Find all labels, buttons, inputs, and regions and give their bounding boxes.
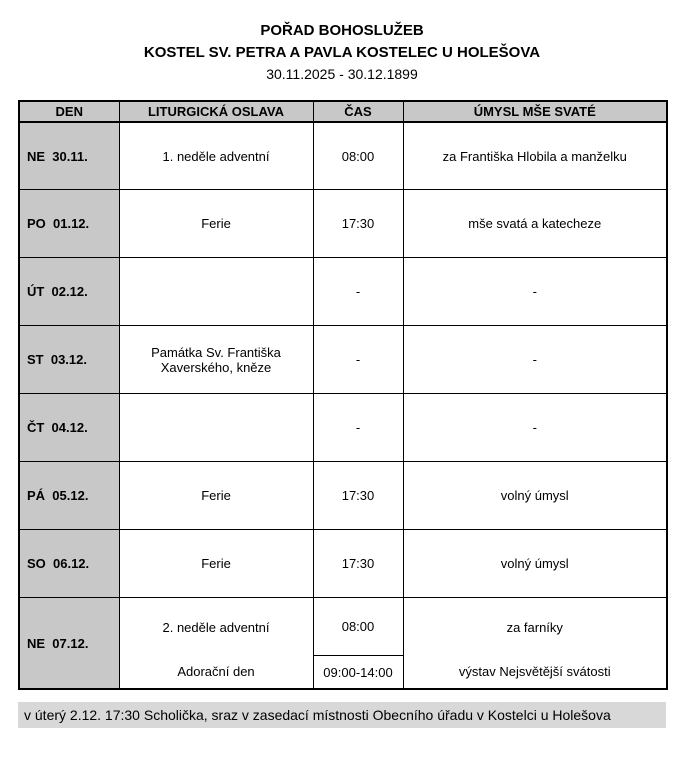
- liturgy-cell: [119, 394, 313, 462]
- liturgy-cell: Památka Sv. Františka Xaverského, kněze: [119, 326, 313, 394]
- column-header-cas: ČAS: [313, 101, 403, 122]
- date-range: 30.11.2025 - 30.12.1899: [266, 65, 418, 82]
- header-row: [19, 101, 667, 122]
- time-cell: 08:00: [313, 122, 403, 190]
- time-cell: 17:30: [313, 462, 403, 530]
- day-cell: PO 01.12.: [19, 190, 119, 258]
- table-row: [19, 122, 667, 190]
- liturgy-cell: Ferie: [119, 530, 313, 598]
- table-row: [19, 530, 667, 598]
- liturgy-cell: 1. neděle adventní: [119, 122, 313, 190]
- day-cell: NE 30.11.: [19, 122, 119, 190]
- intention-cell: -: [403, 394, 667, 462]
- schedule-table: [18, 100, 668, 690]
- liturgy-cell: Ferie: [119, 462, 313, 530]
- titles-block: [0, 20, 684, 84]
- day-cell: PÁ 05.12.: [19, 462, 119, 530]
- intention-cell: za Františka Hlobila a manželku: [403, 122, 667, 190]
- liturgy-cell: Ferie: [119, 190, 313, 258]
- page-subtitle: KOSTEL SV. PETRA A PAVLA KOSTELEC U HOLEŠOVA: [143, 43, 541, 61]
- intention-cell: volný úmysl: [403, 462, 667, 530]
- intention-cell: výstav Nejsvětější svátosti: [403, 656, 667, 689]
- footer-note: v úterý 2.12. 17:30 Scholička, sraz v zasedací místnosti Obecního úřadu v Kostelci u Holešova: [18, 702, 666, 728]
- column-header-umysl: ÚMYSL MŠE SVATÉ: [403, 101, 667, 122]
- day-cell: NE 07.12.: [19, 598, 119, 689]
- time-cell: 17:30: [313, 530, 403, 598]
- liturgy-cell: Adorační den: [119, 656, 313, 689]
- page-title: POŘAD BOHOSLUŽEB: [260, 22, 424, 39]
- time-cell: -: [313, 258, 403, 326]
- time-cell: 08:00: [313, 598, 403, 656]
- column-header-den: DEN: [19, 101, 119, 122]
- day-cell: SO 06.12.: [19, 530, 119, 598]
- intention-cell: -: [403, 326, 667, 394]
- table-row: [19, 258, 667, 326]
- table-row: [19, 190, 667, 258]
- schedule-body: [19, 122, 667, 689]
- table-row: [19, 394, 667, 462]
- table-row: [19, 598, 667, 656]
- intention-cell: -: [403, 258, 667, 326]
- time-cell: 09:00-14:00: [313, 656, 403, 689]
- column-header-liturgy: LITURGICKÁ OSLAVA: [119, 101, 313, 122]
- table-row: [19, 462, 667, 530]
- time-cell: 17:30: [313, 190, 403, 258]
- time-cell: -: [313, 394, 403, 462]
- intention-cell: za farníky: [403, 598, 667, 656]
- day-cell: ÚT 02.12.: [19, 258, 119, 326]
- liturgy-cell: 2. neděle adventní: [119, 598, 313, 656]
- day-cell: ČT 04.12.: [19, 394, 119, 462]
- liturgy-cell: [119, 258, 313, 326]
- intention-cell: mše svatá a katecheze: [403, 190, 667, 258]
- table-row: [19, 326, 667, 394]
- time-cell: -: [313, 326, 403, 394]
- intention-cell: volný úmysl: [403, 530, 667, 598]
- day-cell: ST 03.12.: [19, 326, 119, 394]
- table-header: [19, 101, 667, 122]
